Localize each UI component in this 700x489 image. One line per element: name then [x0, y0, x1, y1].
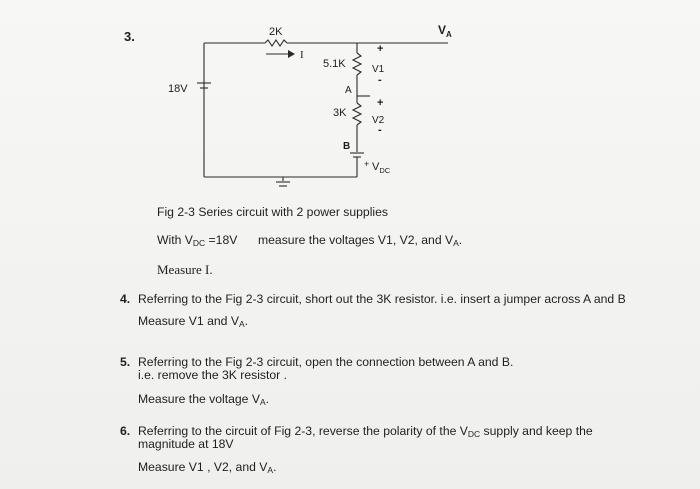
resistor-2k-symbol — [265, 40, 287, 46]
resistor-5k1-symbol — [353, 53, 361, 75]
question-3-number: 3. — [124, 29, 135, 44]
question-6-number: 6. — [120, 424, 131, 438]
v1-minus: - — [378, 74, 382, 86]
figure-caption: Fig 2-3 Series circuit with 2 power supplies — [157, 205, 388, 219]
v1-plus: + — [377, 43, 384, 55]
v2-minus: - — [378, 124, 382, 136]
question-6-line-2: magnitude at 18V — [138, 437, 234, 451]
question-4-line-2: Measure V1 and $V_A$. — [138, 314, 249, 329]
question-4-line-1: Referring to the Fig 2-3 circuit, short out the 3K resistor. i.e. insert a jumper across A and B — [138, 292, 626, 306]
measure-voltages-line: measure the voltages V1, V2, and $V_A$. — [258, 233, 463, 248]
label-node-a: A — [345, 85, 352, 96]
label-3k: 3K — [333, 107, 347, 119]
question-6-line-3: Measure V1 , V2, and $V_A$. — [138, 460, 277, 475]
label-vdc: $V_{DC}$ — [372, 161, 391, 175]
series-circuit-diagram — [0, 0, 700, 200]
question-4-number: 4. — [120, 292, 131, 306]
question-6-line-1: Referring to the circuit of Fig 2-3, reverse the polarity of the $V_{DC}$ supply and keep the — [138, 424, 593, 439]
question-5-number: 5. — [120, 355, 131, 369]
question-5-line-3: Measure the voltage $V_A$. — [138, 392, 270, 407]
resistor-3k-symbol — [353, 103, 361, 125]
label-5k1: 5.1K — [323, 58, 346, 70]
label-18v: 18V — [168, 83, 188, 95]
vdc-plus: + — [364, 159, 370, 169]
label-v1: V1 — [372, 64, 385, 75]
question-5-line-1: Referring to the Fig 2-3 circuit, open the connection between A and B. — [138, 355, 514, 369]
label-current-i: I — [300, 49, 304, 61]
with-vdc-line: With $V_{DC} =18V$ — [157, 233, 238, 248]
current-arrow-head — [288, 50, 295, 58]
label-2k: 2K — [269, 26, 283, 38]
v2-plus: + — [377, 97, 384, 109]
label-v2: V2 — [372, 115, 385, 126]
measure-current-line: Measure I. — [157, 262, 213, 277]
label-node-b: B — [343, 141, 351, 152]
label-va: $V_A$ — [438, 23, 452, 39]
question-5-line-2: i.e. remove the 3K resistor . — [138, 368, 288, 382]
